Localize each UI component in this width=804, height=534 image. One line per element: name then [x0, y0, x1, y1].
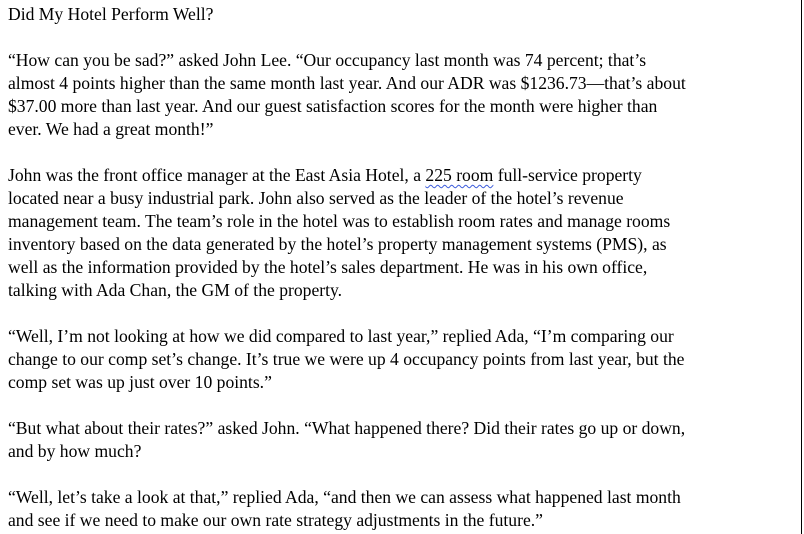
page-border — [801, 0, 802, 534]
paragraph-line: “Well, I’m not looking at how we did compared to last year,” replied Ada, “I’m comparing our — [8, 326, 674, 346]
paragraph-line: change to our comp set’s change. It’s true we were up 4 occupancy points from last year, but the — [8, 349, 685, 369]
paragraph-line: “How can you be sad?” asked John Lee. “Our occupancy last month was 74 percent; that’s — [8, 50, 647, 70]
paragraph-line: almost 4 points higher than the same month last year. And our ADR was $1236.73—that’s about — [8, 73, 686, 93]
paragraph-line: $37.00 more than last year. And our guest satisfaction scores for the month were higher than — [8, 96, 658, 116]
text-run: full-service property — [493, 165, 642, 185]
paragraph-line: talking with Ada Chan, the GM of the property. — [8, 280, 343, 300]
paragraph-line: well as the information provided by the hotel’s sales department. He was in his own office, — [8, 257, 648, 277]
paragraph-line: comp set was up just over 10 points.” — [8, 372, 272, 392]
text-run: John was the front office manager at the East Asia Hotel, a — [8, 165, 426, 185]
paragraph-line — [8, 164, 642, 187]
paragraph-line: ever. We had a great month!” — [8, 119, 214, 139]
paragraph-line: “Well, let’s take a look at that,” replied Ada, “and then we can assess what happened last month — [8, 487, 681, 507]
paragraph-line: located near a busy industrial park. John also served as the leader of the hotel’s revenue — [8, 188, 624, 208]
paragraph-line: “But what about their rates?” asked John. “What happened there? Did their rates go up or down, — [8, 418, 686, 438]
paragraph-line: management team. The team’s role in the hotel was to establish room rates and manage rooms — [8, 211, 671, 231]
document-title: Did My Hotel Perform Well? — [8, 4, 214, 24]
spellcheck-flagged-text[interactable]: 225 room — [425, 165, 494, 185]
paragraph-line: inventory based on the data generated by the hotel’s property management systems (PMS), as — [8, 234, 667, 254]
paragraph-line: and by how much? — [8, 441, 142, 461]
paragraph-line: and see if we need to make our own rate strategy adjustments in the future.” — [8, 510, 543, 530]
